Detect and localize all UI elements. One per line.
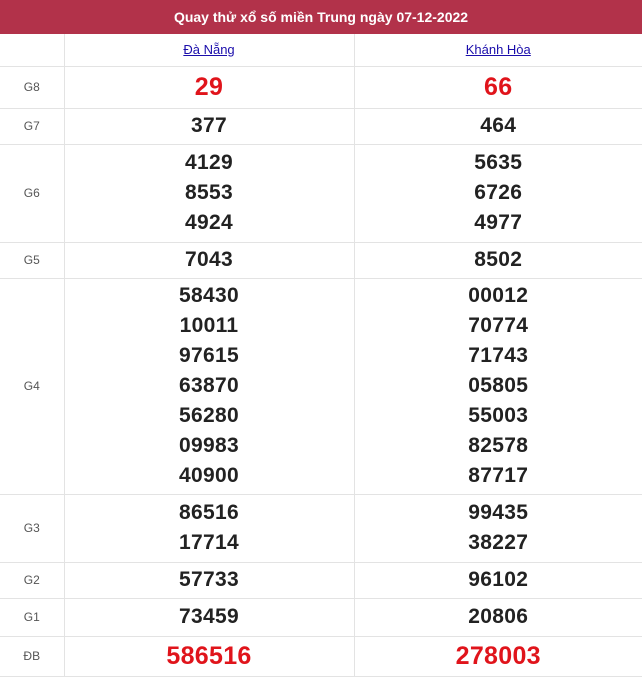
result-number: 05805 (468, 374, 529, 397)
khanhhoa-result-cell (354, 562, 642, 598)
result-number: 82578 (468, 434, 529, 457)
result-number: 8553 (185, 181, 233, 204)
prize-label: G7 (0, 108, 64, 144)
result-number: 29 (194, 73, 224, 101)
province-header-row (0, 34, 642, 66)
result-number: 20806 (468, 605, 529, 628)
prize-label: G6 (0, 144, 64, 242)
results-table (0, 34, 642, 677)
danang-result-cell (64, 66, 354, 108)
result-number: 5635 (474, 151, 523, 174)
province-header-khanhhoa (354, 34, 642, 66)
prize-row-g2 (0, 562, 642, 598)
result-number: 586516 (166, 642, 252, 670)
danang-result-cell (64, 108, 354, 144)
khanhhoa-result-cell (354, 494, 642, 562)
danang-result-cell (64, 562, 354, 598)
khanhhoa-result-cell (354, 108, 642, 144)
results-title: Quay thử xổ số miền Trung ngày 07-12-2022 (173, 9, 469, 25)
result-number: 58430 (179, 284, 239, 307)
prize-row-g6 (0, 144, 642, 242)
result-number: 4129 (185, 151, 233, 174)
khanhhoa-result-cell (354, 278, 642, 494)
result-number: 09983 (179, 434, 239, 457)
result-number: 377 (191, 114, 227, 137)
danang-result-cell (64, 636, 354, 676)
danang-result-cell (64, 598, 354, 636)
result-number: 57733 (179, 568, 239, 591)
prize-row-g8 (0, 66, 642, 108)
result-number: 86516 (179, 501, 239, 524)
khanhhoa-result-cell (354, 598, 642, 636)
danang-result-cell (64, 494, 354, 562)
result-number: 464 (480, 114, 517, 137)
result-number: 7043 (185, 248, 233, 271)
province-header-danang (64, 34, 354, 66)
khanhhoa-result-cell (354, 144, 642, 242)
result-number: 8502 (474, 248, 523, 271)
prize-row-g3 (0, 494, 642, 562)
result-number: 278003 (455, 642, 541, 670)
result-number: 63870 (179, 374, 239, 397)
prize-label: ĐB (0, 636, 64, 676)
prize-row-db (0, 636, 642, 676)
result-number: 87717 (468, 464, 529, 487)
result-number: 73459 (179, 605, 239, 628)
prize-row-g4 (0, 278, 642, 494)
prize-column-header (0, 34, 64, 66)
danang-result-cell (64, 144, 354, 242)
result-number: 6726 (474, 181, 523, 204)
prize-row-g1 (0, 598, 642, 636)
prize-label: G2 (0, 562, 64, 598)
result-number: 00012 (468, 284, 529, 307)
result-number: 17714 (179, 531, 239, 554)
khanhhoa-result-cell (354, 66, 642, 108)
province-link-danang[interactable]: Đà Nẵng (183, 41, 235, 57)
result-number: 71743 (468, 344, 529, 367)
result-number: 70774 (468, 314, 529, 337)
danang-result-cell (64, 278, 354, 494)
result-number: 66 (484, 73, 513, 101)
danang-result-cell (64, 242, 354, 278)
result-number: 4977 (474, 211, 523, 234)
prize-label: G1 (0, 598, 64, 636)
result-number: 38227 (468, 531, 529, 554)
prize-label: G5 (0, 242, 64, 278)
result-number: 56280 (179, 404, 239, 427)
result-number: 97615 (179, 344, 239, 367)
prize-table-body (0, 66, 642, 676)
result-number: 55003 (468, 404, 529, 427)
prize-row-g5 (0, 242, 642, 278)
result-number: 4924 (185, 211, 233, 234)
prize-row-g7 (0, 108, 642, 144)
prize-label: G8 (0, 66, 64, 108)
prize-label: G4 (0, 278, 64, 494)
prize-label: G3 (0, 494, 64, 562)
khanhhoa-result-cell (354, 242, 642, 278)
result-number: 96102 (468, 568, 529, 591)
result-number: 99435 (468, 501, 529, 524)
khanhhoa-result-cell (354, 636, 642, 676)
province-link-khanhhoa[interactable]: Khánh Hòa (465, 41, 531, 57)
result-number: 10011 (179, 314, 239, 337)
result-number: 40900 (179, 464, 239, 487)
results-title-bar (0, 0, 642, 34)
